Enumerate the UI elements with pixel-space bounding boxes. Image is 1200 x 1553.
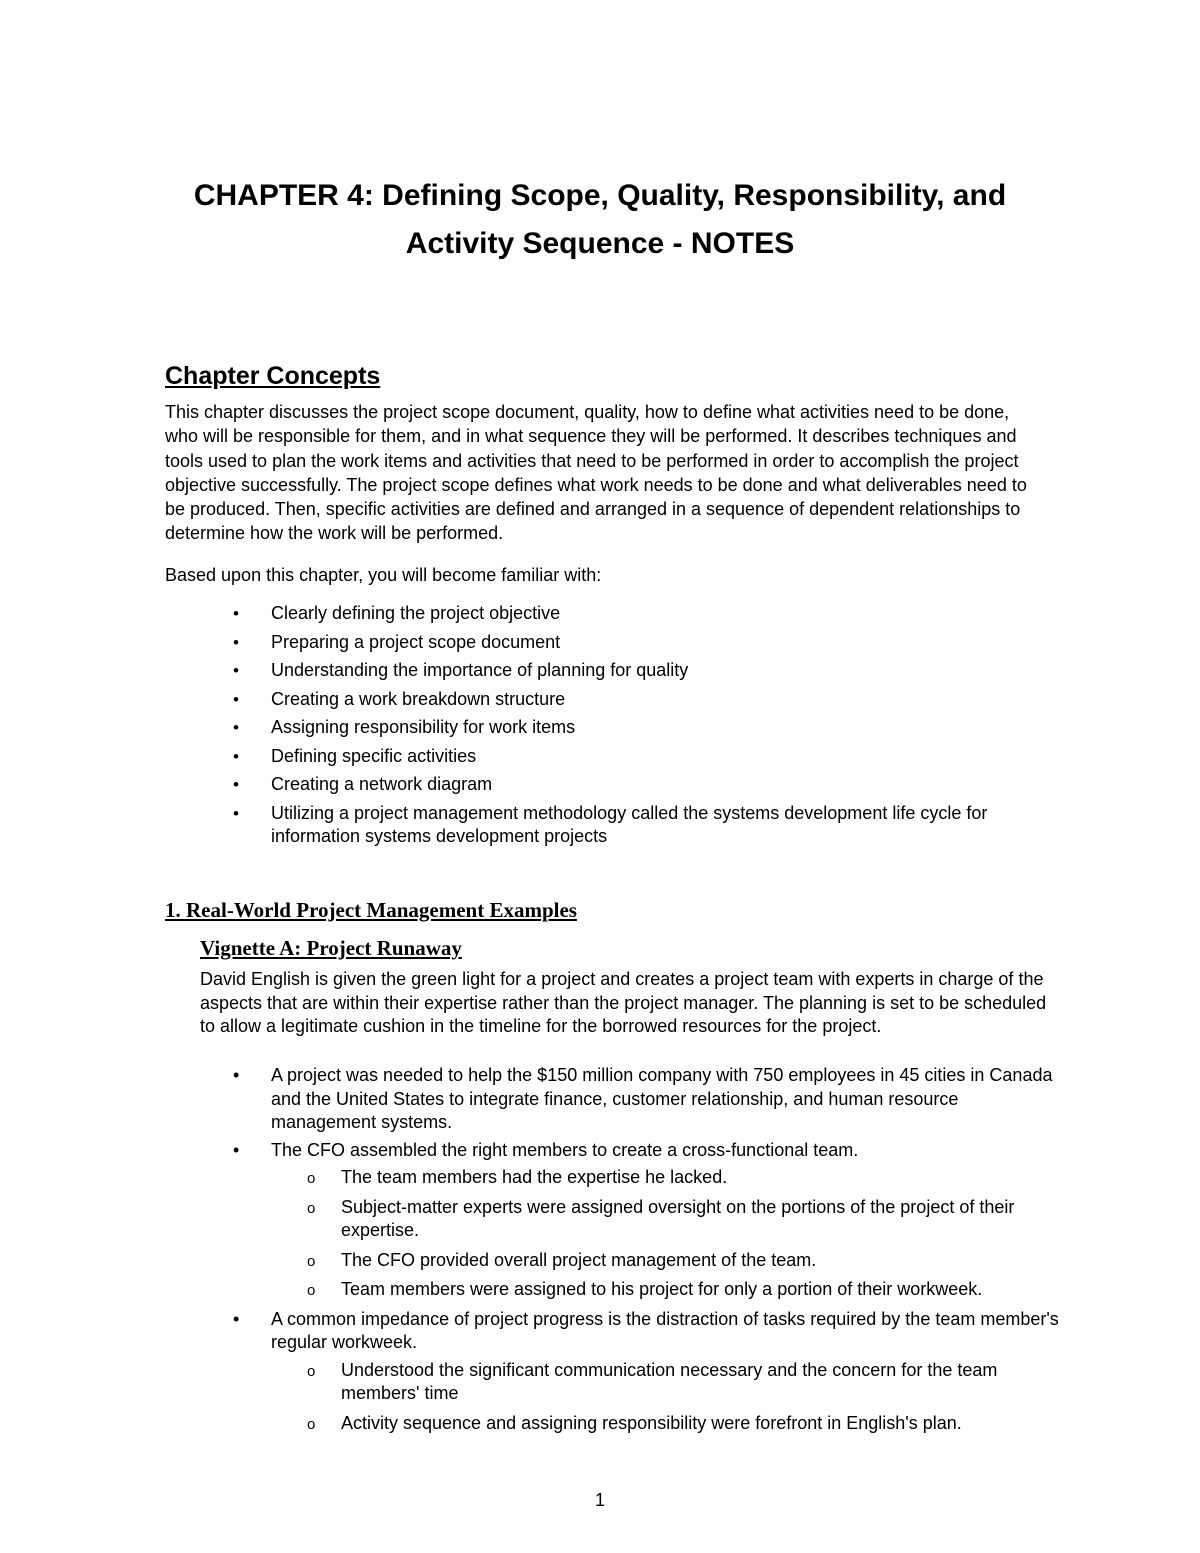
list-item: • A project was needed to help the $150 million company with 750 employees in 45 cities in Canada and the United States to integrate finance, customer relationship, and human resource management systems. — [233, 1065, 1053, 1132]
bullet-icon: • — [233, 1065, 240, 1085]
sub-list-item: o Subject-matter experts were assigned oversight on the portions of the project of their expertise. — [307, 1196, 1015, 1240]
sub-list-item: o Understood the significant communication necessary and the concern for the team members' time — [307, 1359, 998, 1403]
bullet-icon: • — [233, 803, 239, 823]
bullet-icon: • — [233, 632, 239, 652]
circle-bullet-icon: o — [307, 1415, 316, 1433]
sub-list-item: o Team members were assigned to his project for only a portion of their workweek. — [165, 1278, 1065, 1302]
list-item: • The CFO assembled the right members to create a cross-functional team. o The team members had the expertise he lacked. o Subject-matter experts were assigned oversight on the portions of the project of their expertise. o The CFO provided overall project management of the team. o Team members were assigned to his project for only a portion of their workweek. — [165, 1139, 1065, 1302]
bullet-icon: • — [233, 718, 239, 737]
sub-list — [165, 1359, 1065, 1436]
sub-list-item: o Activity sequence and assigning responsibility were forefront in English's plan. — [165, 1412, 1065, 1436]
bullet-icon: • — [233, 746, 239, 766]
familiar-intro: Based upon this chapter, you will become familiar with: — [165, 565, 602, 585]
vignette-title: Vignette A: Project Runaway — [200, 936, 462, 960]
bullet-icon: • — [233, 1308, 240, 1329]
sub-list-item: o The CFO provided overall project management of the team. — [165, 1249, 1065, 1273]
concepts-list — [165, 602, 1065, 854]
circle-bullet-icon: o — [307, 1252, 316, 1270]
chapter-title-line-2: Activity Sequence - NOTES — [405, 227, 795, 260]
vignette-paragraph: David English is given the green light for a project and creates a project team with experts in charge of the aspects that are within their expertise rather than the project manager. The planning is set to be scheduled to allow a legitimate cushion in the timeline for the borrowed resources for the project. — [200, 969, 1047, 1036]
chapter-concepts-heading: Chapter Concepts — [165, 362, 381, 390]
list-item: • Utilizing a project management methodology called the systems development life cycle for information systems development projects — [233, 802, 988, 846]
list-item: • Assigning responsibility for work items — [165, 716, 1065, 740]
bullet-icon: • — [233, 604, 239, 623]
list-item: • Creating a network diagram — [165, 773, 1065, 797]
list-item: • Defining specific activities — [165, 745, 1065, 769]
page-number: 1 — [594, 1490, 605, 1510]
bullet-icon: • — [233, 1139, 240, 1160]
list-item: • A common impedance of project progress is the distraction of tasks required by the team member's regular workweek. o Understood the significant communication necessary and the concern for the team members' time o Activity sequence and assigning responsibility were forefront in English's plan. — [165, 1308, 1065, 1436]
circle-bullet-icon: o — [307, 1199, 316, 1217]
circle-bullet-icon: o — [307, 1282, 316, 1299]
list-item: • Creating a work breakdown structure — [165, 688, 1065, 712]
list-item: • Clearly defining the project objective — [165, 602, 1065, 626]
chapter-title-line-1: CHAPTER 4: Defining Scope, Quality, Responsibility, and — [193, 179, 1007, 212]
vignette-outline — [165, 1064, 1065, 1441]
chapter-concepts-paragraph: This chapter discusses the project scope document, quality, how to define what activities need to be done, who will be responsible for them, and in what sequence they will be performed. It describes techniques and tools used to plan the work items and activities that need to be performed in order to accomplish the project objective successfully. The project scope defines what work needs to be done and what deliverables need to be produced. Then, specific activities are defined and arranged in a sequence of dependent relationships to determine how the work will be performed. — [165, 402, 1027, 544]
list-item: • Understanding the importance of planning for quality — [165, 659, 1065, 683]
list-item: • Preparing a project scope document — [165, 631, 1065, 655]
bullet-icon: • — [233, 689, 239, 709]
bullet-icon: • — [233, 661, 239, 680]
circle-bullet-icon: o — [307, 1362, 316, 1380]
sub-list-item: o The team members had the expertise he lacked. — [165, 1166, 1065, 1190]
chapter-title — [130, 172, 1070, 268]
section-1-heading: 1. Real-World Project Management Examples — [165, 898, 577, 922]
circle-bullet-icon: o — [307, 1170, 316, 1187]
sub-list — [165, 1166, 1065, 1302]
bullet-icon: • — [233, 775, 239, 794]
